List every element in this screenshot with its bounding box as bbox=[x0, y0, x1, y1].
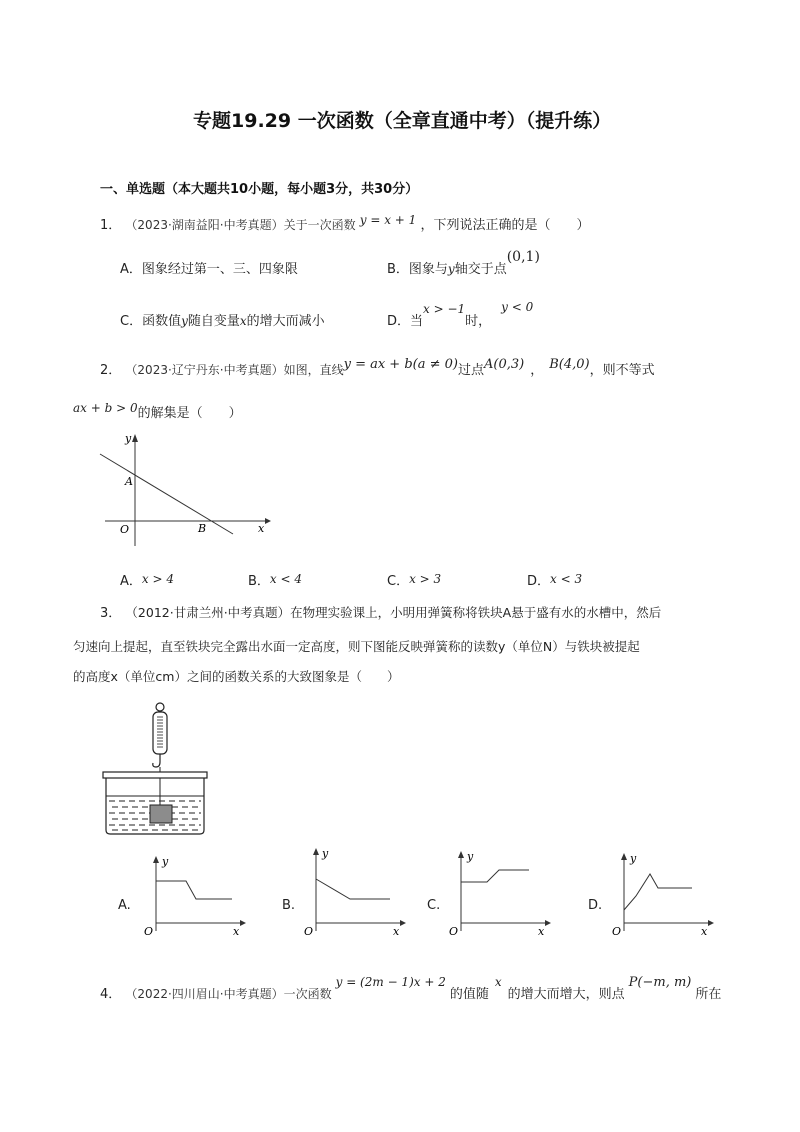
question-3-line3 bbox=[73, 667, 399, 688]
question-2-line2 bbox=[73, 403, 242, 424]
option-label: B． bbox=[248, 574, 270, 589]
option-text: D．当 bbox=[387, 314, 424, 329]
option-value: x < 4 bbox=[269, 572, 303, 586]
question-text: 的解集是（ ） bbox=[137, 406, 242, 421]
question-text: （2012·甘肃兰州·中考真题）在物理实验课上，小明用弹簧称将铁块A悬于盛有水的水槽中，然后 bbox=[125, 605, 662, 620]
math-var: x bbox=[494, 975, 502, 989]
option-text: 的增大而减小 bbox=[246, 314, 325, 329]
question-1 bbox=[100, 215, 589, 236]
iron-block-icon bbox=[150, 805, 172, 823]
tank-rim bbox=[103, 772, 207, 778]
q1-option-d[interactable] bbox=[387, 300, 534, 329]
hook-icon bbox=[153, 754, 160, 767]
question-source: （2023·辽宁丹东·中考真题）如图，直线 bbox=[125, 363, 344, 377]
option-text: 轴交于点 bbox=[454, 262, 507, 277]
option-label: C. bbox=[427, 898, 441, 913]
question-number: 4． bbox=[100, 987, 122, 1002]
graph-line bbox=[156, 881, 232, 899]
question-text: 的值随 bbox=[449, 987, 489, 1002]
option-text: B．图象与 bbox=[387, 262, 448, 277]
x-axis-label: x bbox=[538, 925, 545, 938]
option-label: D. bbox=[588, 898, 603, 913]
question-text: 的高度x（单位cm）之间的函数关系的大致图象是（ ） bbox=[73, 669, 400, 684]
math-point: (0,1) bbox=[506, 249, 540, 265]
math-var: y bbox=[181, 314, 188, 328]
graph-line bbox=[316, 879, 390, 899]
question-2 bbox=[100, 357, 655, 381]
y-axis-arrow-icon bbox=[132, 434, 138, 442]
q3-graph-c bbox=[445, 848, 555, 938]
option-label: A． bbox=[120, 574, 142, 589]
option-text: A．图象经过第一、三、四象限 bbox=[120, 262, 298, 277]
question-source: （2023·湖南益阳·中考真题）关于一次函数 bbox=[125, 218, 356, 232]
option-value: x < 3 bbox=[550, 572, 583, 586]
separator: ， bbox=[530, 363, 544, 378]
question-number: 3． bbox=[100, 606, 122, 621]
option-text: C．函数值 bbox=[120, 314, 182, 329]
point-p: P(−m, m) bbox=[628, 975, 692, 990]
y-axis-label: y bbox=[322, 847, 329, 860]
math-var: x bbox=[239, 314, 247, 328]
question-4 bbox=[100, 975, 722, 1005]
q2-option-b[interactable] bbox=[248, 570, 302, 589]
option-text: 随自变量 bbox=[187, 314, 240, 329]
point-b: B(4,0) bbox=[549, 357, 590, 372]
math-result: y < 0 bbox=[501, 300, 534, 314]
y-axis-label: y bbox=[162, 855, 169, 868]
q1-option-a[interactable] bbox=[120, 258, 298, 277]
inequality: ax + b > 0 bbox=[73, 401, 138, 415]
question-text: 匀速向上提起，直至铁块完全露出水面一定高度，则下图能反映弹簧称的读数y（单位N）与铁块被提起 bbox=[73, 639, 640, 654]
question-3 bbox=[100, 603, 661, 624]
y-axis-label: y bbox=[125, 432, 132, 445]
x-axis-label: x bbox=[393, 925, 400, 938]
q3-option-a[interactable] bbox=[118, 898, 131, 913]
spring-scale-illustration bbox=[100, 700, 212, 836]
q2-option-a[interactable] bbox=[120, 570, 174, 589]
line-graph bbox=[100, 454, 233, 534]
page-title: 专题19.29 一次函数（全章直通中考）（提升练） bbox=[193, 110, 612, 132]
q3-graph-d bbox=[608, 850, 718, 938]
x-axis-arrow-icon bbox=[265, 518, 271, 524]
scale-ring-icon bbox=[156, 703, 164, 711]
graph-line bbox=[461, 870, 529, 882]
question-text: 的增大而增大，则点 bbox=[507, 987, 625, 1002]
formula: y = (2m − 1)x + 2 bbox=[335, 975, 446, 989]
origin-label: O bbox=[612, 925, 622, 938]
option-text: 时， bbox=[465, 314, 492, 329]
question-text: 所在 bbox=[695, 987, 722, 1002]
formula: y = ax + b(a ≠ 0) bbox=[343, 357, 458, 372]
x-axis-label: x bbox=[701, 925, 708, 938]
origin-label: O bbox=[304, 925, 314, 938]
q3-option-c[interactable] bbox=[427, 898, 440, 913]
point-a: A(0,3) bbox=[484, 357, 525, 372]
q2-option-c[interactable] bbox=[387, 570, 441, 589]
option-label: C． bbox=[387, 574, 410, 589]
origin-label: O bbox=[449, 925, 459, 938]
y-axis-label: y bbox=[467, 850, 474, 863]
y-axis-label: y bbox=[630, 852, 637, 865]
question-number: 2． bbox=[100, 363, 122, 378]
q2-option-d[interactable] bbox=[527, 570, 582, 589]
point-b-label: B bbox=[198, 522, 207, 535]
question-text: 过点 bbox=[457, 363, 484, 378]
q3-option-d[interactable] bbox=[588, 898, 602, 913]
origin-label: O bbox=[144, 925, 154, 938]
q2-graph bbox=[95, 428, 275, 548]
question-text: ，则不等式 bbox=[589, 363, 655, 378]
graph-line bbox=[624, 874, 692, 910]
question-tail: ，下列说法正确的是（ ） bbox=[420, 218, 590, 233]
math-var: y bbox=[447, 262, 455, 276]
q3-graph-a bbox=[140, 853, 250, 938]
origin-label: O bbox=[120, 523, 130, 536]
option-label: A. bbox=[118, 898, 131, 913]
option-label: B. bbox=[282, 898, 296, 913]
point-a-label: A bbox=[125, 475, 133, 488]
question-source: （2022·四川眉山·中考真题）一次函数 bbox=[125, 987, 332, 1001]
q3-graph-b bbox=[300, 845, 410, 938]
q1-option-c[interactable] bbox=[120, 310, 325, 329]
question-number: 1． bbox=[100, 218, 122, 233]
question-3-line2 bbox=[73, 637, 640, 658]
section-heading: 一、单选题（本大题共10小题，每小题3分，共30分） bbox=[100, 182, 419, 197]
spring-scale-icon bbox=[153, 712, 167, 754]
x-axis-label: x bbox=[258, 522, 265, 535]
math-cond: x > −1 bbox=[423, 302, 466, 316]
q3-option-b[interactable] bbox=[282, 898, 295, 913]
option-label: D． bbox=[527, 574, 551, 589]
formula: y = x + 1 bbox=[359, 213, 417, 227]
option-value: x > 3 bbox=[409, 572, 442, 586]
x-axis-label: x bbox=[233, 925, 240, 938]
option-value: x > 4 bbox=[141, 572, 174, 586]
q1-option-b[interactable] bbox=[387, 249, 540, 277]
